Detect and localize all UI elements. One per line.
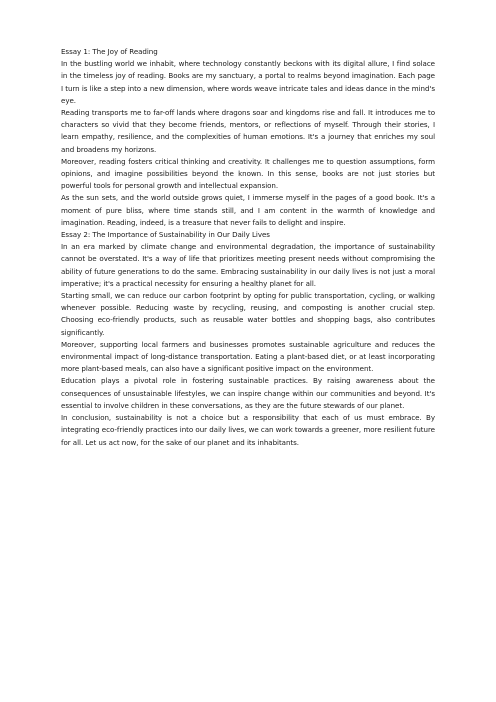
document-page: [61, 46, 435, 449]
essay-2-paragraph-4: Education plays a pivotal role in fostering sustainable practices. By raising awareness about the consequences of unsustainable lifestyles, we can inspire change within our communities and beyond. It's essential to involve children in these conversations, as they are the future stewards of our planet.: [61, 376, 435, 410]
essay-1-paragraph-2: Reading transports me to far-off lands where dragons soar and kingdoms rise and fall. It introduces me to characters so vivid that they become friends, mentors, or reflections of myself. Through their stories, I learn empathy, resilience, and the complexities of human emotions. It's a journey that enriches my soul and broadens my horizons.: [61, 108, 435, 154]
essay-1-paragraph-4: As the sun sets, and the world outside grows quiet, I immerse myself in the pages of a good book. It's a moment of pure bliss, where time stands still, and I am content in the warmth of knowledge and imagination. Reading, indeed, is a treasure that never fails to delight and inspire.: [61, 193, 435, 227]
essay-2-paragraph-3: Moreover, supporting local farmers and businesses promotes sustainable agriculture and reduces the environmental impact of long-distance transportation. Eating a plant-based diet, or at least incorporating more plant-based meals, can also have a significant positive impact on the environment.: [61, 339, 435, 374]
essay-2-paragraph-1: In an era marked by climate change and environmental degradation, the importance of sustainability cannot be overstated. It's a way of life that prioritizes meeting present needs without compromising the ability of future generations to do the same. Embracing sustainability in our daily lives is not just a moral imperative; it's a practical necessity for ensuring a healthy planet for all.: [61, 242, 435, 288]
essay-1-title: Essay 1: The Joy of Reading: [61, 47, 158, 56]
essay-2-title: Essay 2: The Importance of Sustainability in Our Daily Lives: [61, 230, 270, 240]
essay-1-paragraph-1: In the bustling world we inhabit, where technology constantly beckons with its digital allure, I find solace in the timeless joy of reading. Books are my sanctuary, a portal to realms beyond imagination. Each page I turn is like a step into a new dimension, where words weave intricate tales and ideas dance in the mind's eye.: [61, 59, 435, 105]
essay-1-paragraph-3: Moreover, reading fosters critical thinking and creativity. It challenges me to question assumptions, form opinions, and imagine possibilities beyond the known. In this sense, books are not just stories but powerful tools for personal growth and intellectual expansion.: [61, 156, 435, 191]
essay-2-paragraph-2: Starting small, we can reduce our carbon footprint by opting for public transportation, cycling, or walking whenever possible. Reducing waste by recycling, reusing, and composting is another crucial step. Choosing eco-friendly products, such as reusable water bottles and shopping bags, also contributes significantly.: [61, 291, 435, 337]
essay-2-paragraph-5: In conclusion, sustainability is not a choice but a responsibility that each of us must embrace. By integrating eco-friendly practices into our daily lives, we can work towards a greener, more resilient future for all. Let us act now, for the sake of our planet and its inhabitants.: [61, 413, 435, 447]
